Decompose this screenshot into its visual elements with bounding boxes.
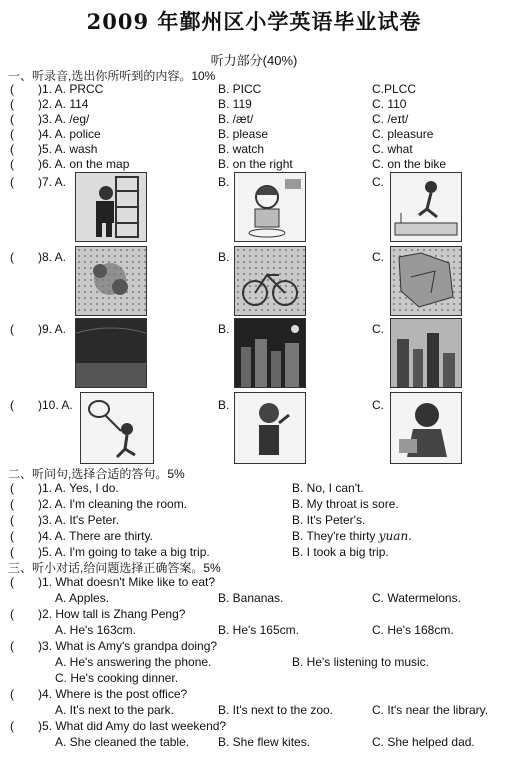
option-a: )2. A. I'm cleaning the room. bbox=[38, 497, 188, 511]
answer-paren[interactable]: ( bbox=[10, 82, 14, 96]
question-text: )5. What did Amy do last weekend? bbox=[38, 719, 227, 733]
picture-bicycle bbox=[234, 246, 306, 316]
picture-city-night bbox=[234, 318, 306, 388]
option-a: )1. A. Yes, I do. bbox=[38, 481, 119, 495]
option-a: A. It's next to the park. bbox=[55, 703, 175, 717]
option-a: )10. A. bbox=[38, 398, 73, 412]
option-a: A. She cleaned the table. bbox=[55, 735, 190, 749]
option-a: )5. A. I'm going to take a big trip. bbox=[38, 545, 210, 559]
answer-paren[interactable]: ( bbox=[10, 607, 14, 621]
answer-paren[interactable]: ( bbox=[10, 497, 14, 511]
option-c: C. /eɪt/ bbox=[372, 112, 409, 126]
answer-paren[interactable]: ( bbox=[10, 112, 14, 126]
answer-paren[interactable]: ( bbox=[10, 157, 14, 171]
option-a: )4. A. police bbox=[38, 127, 101, 141]
option-b: B. He's listening to music. bbox=[292, 655, 430, 669]
option-a: )8. A. bbox=[38, 250, 67, 264]
option-b bbox=[292, 529, 412, 543]
option-b: B. He's 165cm. bbox=[218, 623, 299, 637]
question-text: )1. What doesn't Mike like to eat? bbox=[38, 575, 216, 589]
picture-city-day bbox=[390, 318, 462, 388]
option-a: )7. A. bbox=[38, 175, 67, 189]
option-b-text: B. They're thirty bbox=[292, 529, 376, 543]
option-b: B. on the right bbox=[218, 157, 293, 171]
option-b: B. PICC bbox=[218, 82, 262, 96]
answer-paren[interactable]: ( bbox=[10, 97, 14, 111]
option-a: )9. A. bbox=[38, 322, 67, 336]
option-a: )3. A. /eg/ bbox=[38, 112, 90, 126]
option-c: C. It's near the library. bbox=[372, 703, 489, 717]
picture-girl-eating bbox=[234, 172, 306, 242]
answer-paren[interactable]: ( bbox=[10, 127, 14, 141]
option-b: B. My throat is sore. bbox=[292, 497, 399, 511]
option-c: C. pleasure bbox=[372, 127, 434, 141]
option-c: C. bbox=[372, 322, 384, 336]
answer-paren[interactable]: ( bbox=[10, 481, 14, 495]
answer-paren[interactable]: ( bbox=[10, 250, 14, 264]
option-c: C. on the bike bbox=[372, 157, 447, 171]
option-c: C. She helped dad. bbox=[372, 735, 475, 749]
question-text: )4. Where is the post office? bbox=[38, 687, 188, 701]
option-a: A. He's answering the phone. bbox=[55, 655, 212, 669]
part1-heading: 一、听录音,选出你所听到的内容。10% bbox=[8, 69, 216, 83]
page-title: 2009 年鄞州区小学英语毕业试卷 bbox=[86, 9, 422, 34]
option-b: B. She flew kites. bbox=[218, 735, 311, 749]
option-b: B. bbox=[218, 175, 230, 189]
option-b: B. It's Peter's. bbox=[292, 513, 366, 527]
option-b: B. bbox=[218, 398, 230, 412]
option-c: C. He's 168cm. bbox=[372, 623, 454, 637]
option-c: C. what bbox=[372, 142, 413, 156]
answer-paren[interactable]: ( bbox=[10, 639, 14, 653]
option-b: B. bbox=[218, 322, 230, 336]
answer-paren[interactable]: ( bbox=[10, 529, 14, 543]
picture-boy-on-ladder bbox=[75, 172, 147, 242]
picture-girl-crying bbox=[390, 392, 462, 464]
option-a: A. He's 163cm. bbox=[55, 623, 136, 637]
option-a: )2. A. 114 bbox=[38, 97, 89, 111]
part2-heading: 二、听问句,选择合适的答句。5% bbox=[8, 467, 185, 481]
yuan-word: yuan. bbox=[378, 529, 412, 543]
answer-paren[interactable]: ( bbox=[10, 513, 14, 527]
question-text: )3. What is Amy's grandpa doing? bbox=[38, 639, 218, 653]
option-c: C. 110 bbox=[372, 97, 407, 111]
answer-paren[interactable]: ( bbox=[10, 322, 14, 336]
answer-paren[interactable]: ( bbox=[10, 719, 14, 733]
option-b: B. It's next to the zoo. bbox=[218, 703, 334, 717]
answer-paren[interactable]: ( bbox=[10, 398, 14, 412]
picture-boy-with-net bbox=[80, 392, 154, 464]
picture-flowers bbox=[75, 246, 147, 316]
option-a: )3. A. It's Peter. bbox=[38, 513, 119, 527]
picture-person-sneezing bbox=[234, 392, 306, 464]
part3-heading: 三、听小对话,给问题选择正确答案。5% bbox=[8, 561, 221, 575]
option-b: B. 119 bbox=[218, 97, 252, 111]
answer-paren[interactable]: ( bbox=[10, 175, 14, 189]
option-c: C.PLCC bbox=[372, 82, 417, 96]
answer-paren[interactable]: ( bbox=[10, 575, 14, 589]
option-a: )6. A. on the map bbox=[38, 157, 130, 171]
option-b: B. Bananas. bbox=[218, 591, 284, 605]
picture-person-jumping bbox=[390, 172, 462, 242]
option-a: )4. A. There are thirty. bbox=[38, 529, 153, 543]
option-c: C. Watermelons. bbox=[372, 591, 461, 605]
option-c: C. bbox=[372, 175, 384, 189]
option-c: C. He's cooking dinner. bbox=[55, 671, 179, 685]
option-b: B. /æt/ bbox=[218, 112, 254, 126]
option-a: )5. A. wash bbox=[38, 142, 98, 156]
option-a: )1. A. PRCC bbox=[38, 82, 104, 96]
option-b: B. bbox=[218, 250, 230, 264]
option-b: B. I took a big trip. bbox=[292, 545, 389, 559]
listening-header: 听力部分(40%) bbox=[210, 53, 298, 68]
option-c: C. bbox=[372, 250, 384, 264]
question-text: )2. How tall is Zhang Peng? bbox=[38, 607, 186, 621]
option-b: B. please bbox=[218, 127, 269, 141]
option-c: C. bbox=[372, 398, 384, 412]
picture-map bbox=[390, 246, 462, 316]
option-a: A. Apples. bbox=[55, 591, 110, 605]
answer-paren[interactable]: ( bbox=[10, 142, 14, 156]
answer-paren[interactable]: ( bbox=[10, 687, 14, 701]
answer-paren[interactable]: ( bbox=[10, 545, 14, 559]
option-b: B. watch bbox=[218, 142, 265, 156]
picture-dark-scene bbox=[75, 318, 147, 388]
option-b: B. No, I can't. bbox=[292, 481, 364, 495]
